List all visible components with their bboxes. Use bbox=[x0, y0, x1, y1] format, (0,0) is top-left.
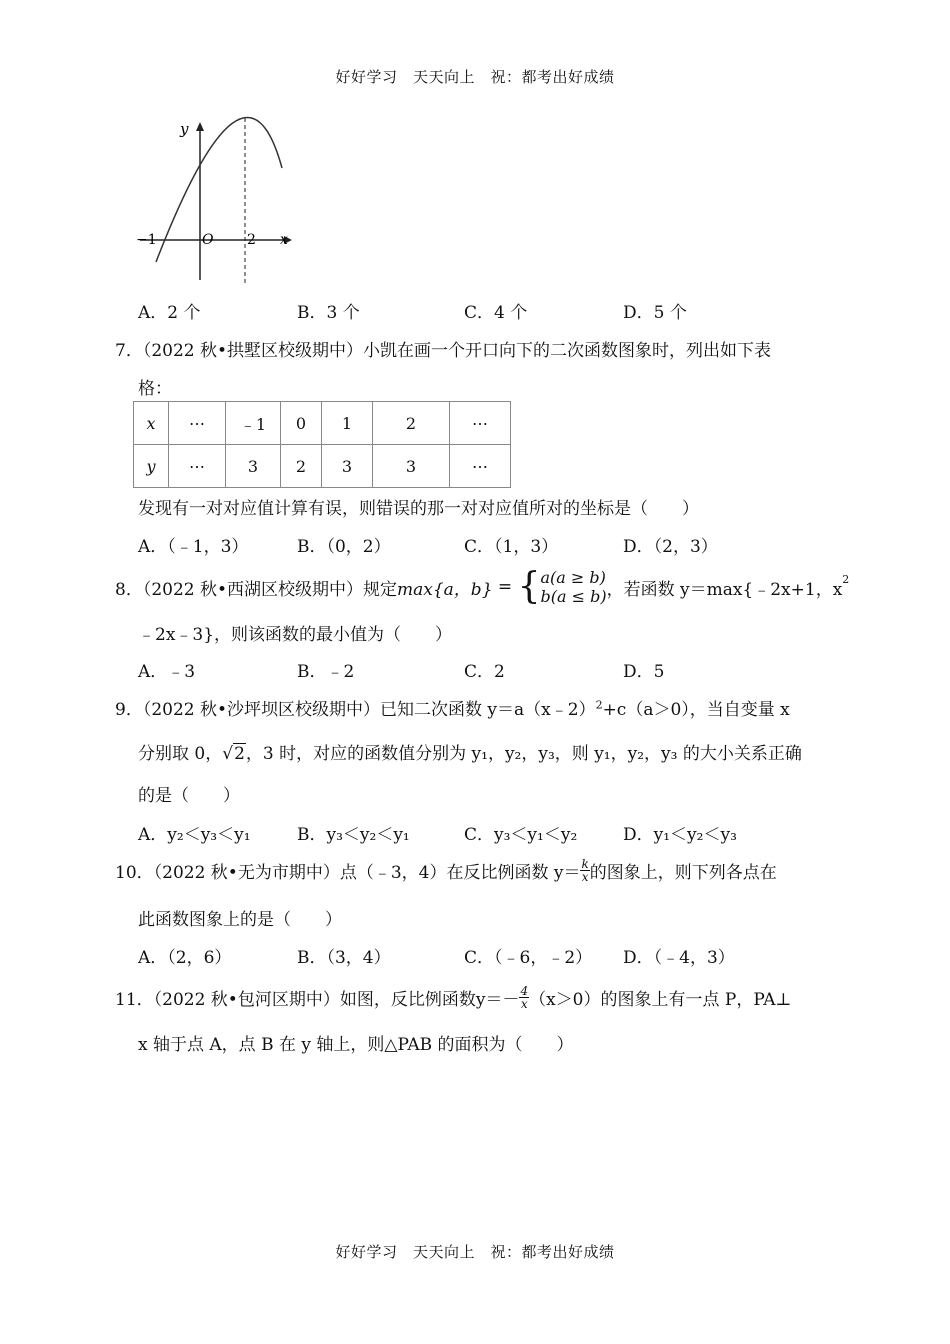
q8-after: ，若函数 y＝max{﹣2x+1，x bbox=[606, 579, 843, 600]
q11-fraction bbox=[519, 985, 529, 1010]
table-cell: ﹣1 bbox=[226, 402, 281, 445]
table-cell: 3 bbox=[373, 445, 450, 488]
q11-line1-post: （x＞0）的图象上有一点 P，PA⊥ bbox=[529, 990, 792, 1010]
q8-cases bbox=[540, 568, 606, 606]
q9-option-d: D．y₁＜y₂＜y₃ bbox=[623, 825, 737, 845]
q7-value-table bbox=[133, 401, 511, 488]
page-header: 好好学习 天天向上 祝：都考出好成绩 bbox=[335, 68, 615, 86]
q6-option-d: D．5 个 bbox=[623, 303, 687, 323]
q8-stem-line2: ﹣2x﹣3}，则该函数的最小值为（ ） bbox=[138, 625, 453, 645]
q8-prefix: 8．（2022 秋•西湖区校级期中）规定 bbox=[115, 579, 398, 600]
q7-option-a: A．（﹣1，3） bbox=[138, 537, 249, 557]
q8-stem-line1 bbox=[115, 567, 849, 607]
q10-option-c: C．（﹣6，﹣2） bbox=[464, 948, 593, 968]
q9-sqrt-value: 2 bbox=[234, 744, 245, 764]
table-y-label: y bbox=[134, 445, 169, 488]
q7-stem-line2: 格： bbox=[138, 379, 172, 399]
q7-option-b: B．（0，2） bbox=[297, 537, 391, 557]
tick-label-2: 2 bbox=[247, 232, 256, 248]
q10-option-b: B．（3，4） bbox=[297, 948, 391, 968]
q10-option-d: D．（﹣4，3） bbox=[623, 948, 735, 968]
q8-case2: b(a ≤ b) bbox=[540, 587, 607, 606]
q9-sqrt: √2 bbox=[222, 744, 245, 764]
table-cell: 3 bbox=[322, 445, 373, 488]
q9-line2-pre: 分别取 0， bbox=[138, 744, 223, 764]
page-footer: 好好学习 天天向上 祝：都考出好成绩 bbox=[335, 1243, 615, 1261]
q9-line1-post: +c（a＞0），当自变量 x bbox=[602, 700, 790, 720]
table-cell: 2 bbox=[281, 445, 322, 488]
q8-sup2: 2 bbox=[842, 573, 850, 586]
q10-line1-pre: 10．（2022 秋•无为市期中）点（﹣3，4）在反比例函数 y＝ bbox=[115, 863, 581, 883]
q9-option-c: C．y₃＜y₁＜y₂ bbox=[464, 825, 578, 845]
table-cell: ⋯ bbox=[450, 402, 511, 445]
table-row-x bbox=[134, 402, 511, 445]
q10-line1-post: 的图象上，则下列各点在 bbox=[589, 863, 777, 883]
q10-frac-num: k bbox=[581, 857, 589, 871]
q8-case1: a(a ≥ b) bbox=[540, 568, 606, 587]
q8-option-d: D．5 bbox=[623, 662, 665, 682]
q11-stem-line2: x 轴于点 A，点 B 在 y 轴上，则△PAB 的面积为（ ） bbox=[138, 1035, 574, 1055]
q10-frac-den: x bbox=[581, 870, 589, 884]
table-cell: 2 bbox=[373, 402, 450, 445]
q11-line1-pre: 11．（2022 秋•包河区期中）如图，反比例函数y＝－ bbox=[115, 990, 520, 1010]
q9-line1-sup: 2 bbox=[595, 698, 603, 712]
q10-stem-line2: 此函数图象上的是（ ） bbox=[138, 910, 342, 930]
q10-option-a: A．（2，6） bbox=[138, 948, 232, 968]
q8-option-b: B．﹣2 bbox=[297, 662, 355, 682]
q8-brace: { bbox=[517, 566, 541, 607]
y-axis-label: y bbox=[180, 120, 189, 138]
q7-stem-line3: 发现有一对对应值计算有误，则错误的那一对对应值所对的坐标是（ ） bbox=[138, 499, 699, 519]
q10-stem-line1 bbox=[115, 858, 777, 883]
q6-option-a: A．2 个 bbox=[138, 303, 201, 323]
y-axis-arrow bbox=[196, 122, 204, 131]
parabola-graph bbox=[130, 112, 305, 292]
table-row-y bbox=[134, 445, 511, 488]
q11-stem-line1 bbox=[115, 985, 791, 1010]
table-cell: ⋯ bbox=[169, 445, 226, 488]
q8-option-c: C．2 bbox=[464, 662, 505, 682]
q9-option-b: B．y₃＜y₂＜y₁ bbox=[297, 825, 410, 845]
table-cell: 0 bbox=[281, 402, 322, 445]
q11-frac-den: x bbox=[520, 997, 528, 1011]
q9-stem-line2 bbox=[138, 739, 802, 764]
q7-option-d: D．（2，3） bbox=[623, 537, 718, 557]
q8-option-a: A．﹣3 bbox=[138, 662, 196, 682]
q10-fraction bbox=[580, 858, 589, 883]
table-cell: ⋯ bbox=[450, 445, 511, 488]
table-cell: ⋯ bbox=[169, 402, 226, 445]
q11-frac-num: 4 bbox=[520, 984, 529, 998]
x-axis-label: x bbox=[280, 232, 288, 248]
q9-line2-post: ，3 时，对应的函数值分别为 y₁，y₂，y₃，则 y₁，y₂，y₃ 的大小关系正确 bbox=[245, 744, 802, 764]
q6-option-b: B．3 个 bbox=[297, 303, 360, 323]
q8-max-ab: max{a，b} bbox=[397, 579, 493, 600]
q7-option-c: C．（1，3） bbox=[464, 537, 559, 557]
q9-line1-pre: 9．（2022 秋•沙坪坝区校级期中）已知二次函数 y＝a（x﹣2） bbox=[115, 700, 596, 720]
tick-label-neg1: −1 bbox=[136, 232, 157, 248]
q9-stem-line3: 的是（ ） bbox=[138, 786, 240, 806]
q9-option-a: A．y₂＜y₃＜y₁ bbox=[138, 825, 251, 845]
table-cell: 1 bbox=[322, 402, 373, 445]
q9-stem-line1 bbox=[115, 695, 790, 720]
table-x-label: x bbox=[134, 402, 169, 445]
table-cell: 3 bbox=[226, 445, 281, 488]
origin-label: O bbox=[202, 232, 214, 248]
q7-stem-line1: 7．（2022 秋•拱墅区校级期中）小凯在画一个开口向下的二次函数图象时，列出如下表 bbox=[115, 341, 772, 361]
q6-option-c: C．4 个 bbox=[464, 303, 528, 323]
q8-equals: = bbox=[492, 577, 518, 597]
